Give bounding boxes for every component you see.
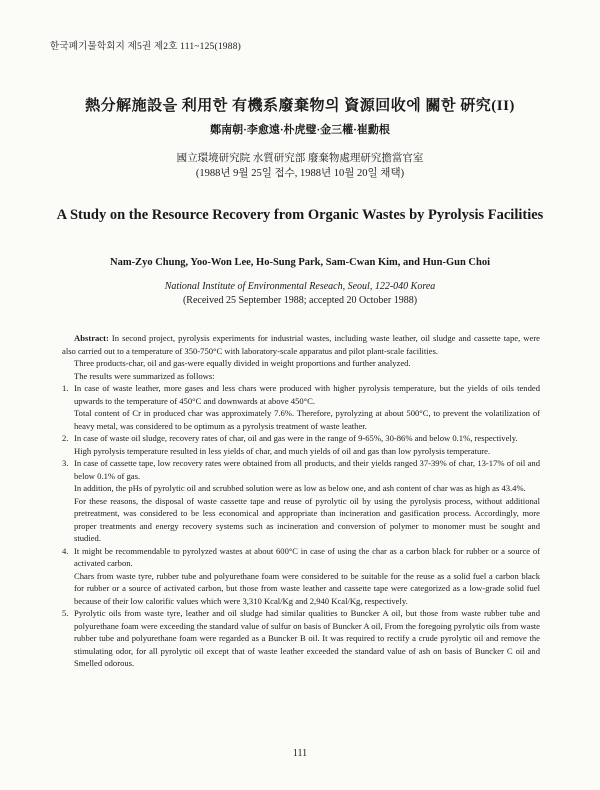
abstract-label: Abstract:: [74, 333, 109, 343]
result-item-text: High pyrolysis temperature resulted in less yields of char, and much yields of oil and gas than low pyrolysis temperature.: [74, 445, 491, 456]
results-list: [62, 382, 540, 670]
result-item-text: In case of waste leather, more gases and less chars were produced with higher pyrolysis temperature, but the yields of oils tended upwards to the temperature of 450°C and downwards at above 450°C.: [74, 383, 540, 406]
result-item-text: It might be recommendable to pyrolyzed wastes at about 600°C in case of using the char as a carbon black for rubber or a source of activated carbon.: [74, 545, 540, 568]
page-number: 111: [292, 748, 308, 759]
result-item-text: In case of cassette tape, low recovery rates were obtained from all products, and their yields ranged 37-39% of char, 13-17% of oil and below 0.1% of gas.: [74, 458, 540, 481]
result-item-number: 4.: [62, 545, 69, 556]
result-item-text: For these reasons, the disposal of waste cassette tape and reuse of pyrolytic oil by using the pyrolysis process, without additional pretreatment, was considered to be less economical and appropriate than incineration and gasification process. Accordingly, more proper treatments and energy recovery systems such as incineration and conversion of polymer to monomer must be sought and studied.: [74, 495, 540, 543]
result-item: [62, 457, 540, 545]
result-item-text: In case of waste oil sludge, recovery rates of char, oil and gas were in the range of 9-65%, 30-86% and below 0.1%, respectively.: [74, 433, 518, 443]
result-item-number: 3.: [62, 458, 69, 468]
result-item-text: Chars from waste tyre, rubber tube and polyurethane foam were considered to be suitable for the reuse as a solid fuel a carbon black for rubber or a source of activated carbon, but those from waste leather and cassette tape were categorized as a low-grade solid fuel because of their low calorific values which were 3,310 Kcal/Kg and 2,940 Kcal/Kg, respectively.: [74, 570, 540, 606]
result-item-number: 2.: [62, 433, 69, 443]
result-item-text: Pyrolytic oils from waste tyre, leather and oil sludge had similar qualities to Buncker A oil, but those from waste rubber tube and polyurethane foam were exceeding the standard value of sulfur on basis of Buncker A oil, From the foregoing pyrolytic oils from waste rubber tube and polyurethane foam were regarded as a Buncker B oil. It was required to rectify a crude pyrolytic oil and remove the stimulating odor, for all pyrolytic oil except that of waste leather exceeded the standard value of ash on basis of Buncker C oil and Smelled odorous.: [74, 608, 540, 668]
korean-authors: 鄭南朝·李愈遠·朴虎璧·金三權·崔勳根: [210, 124, 390, 136]
abstract-paragraph: The results were summarized as follows:: [74, 370, 215, 381]
english-dates: (Received 25 September 1988; accepted 20 October 1988): [182, 295, 418, 306]
english-title: A Study on the Resource Recovery from Organic Wastes by Pyrolysis Facilities: [56, 207, 544, 223]
result-item: [62, 432, 540, 457]
result-item-number: 5.: [62, 608, 69, 618]
result-item-text: In addition, the pHs of pyrolytic oil and scrubbed solution were as low as below one, and ash content of char was as high as 43.4%.: [74, 483, 526, 493]
abstract-intro: Abstract: In second project, pyrolysis experiments for industrial wastes, including waste leather, oil sludge and cassette tape, were also carried out to a temperature of 350-750°C with laboratory-scale apparatus and pilot plant-scale facilities.: [62, 333, 540, 356]
journal-citation: 한국폐기물학회지 제5권 제2호 111~125(1988): [50, 42, 242, 52]
result-item-number: 1.: [62, 383, 69, 393]
abstract: [62, 332, 540, 670]
korean-title: 熱分解施設을 利用한 有機系廢棄物의 資源回收에 關한 硏究(II): [85, 98, 515, 114]
result-item: [62, 607, 540, 670]
result-item: [62, 382, 540, 432]
result-item: [62, 545, 540, 608]
korean-dates: (1988년 9월 25일 접수, 1988년 10월 20일 채택): [195, 168, 405, 179]
abstract-paragraph: Three products-char, oil and gas-were equally divided in weight proportions and further analyzed.: [74, 358, 411, 368]
english-affiliation: National Institute of Environmental Reseach, Seoul, 122-040 Korea: [164, 281, 436, 292]
result-item-text: Total content of Cr in produced char was approximately 7.6%. Therefore, pyrolyzing at about 500°C, to prevent the volatilization of heavy metal, was considered to be optimum as a pyrolysis treatment of waste leather.: [74, 408, 540, 431]
english-authors: Nam-Zyo Chung, Yoo-Won Lee, Ho-Sung Park, Sam-Cwan Kim, and Hun-Gun Choi: [109, 257, 490, 268]
korean-affiliation: 國立環境研究院 水質研究部 廢棄物處理研究擔當官室: [176, 153, 424, 164]
